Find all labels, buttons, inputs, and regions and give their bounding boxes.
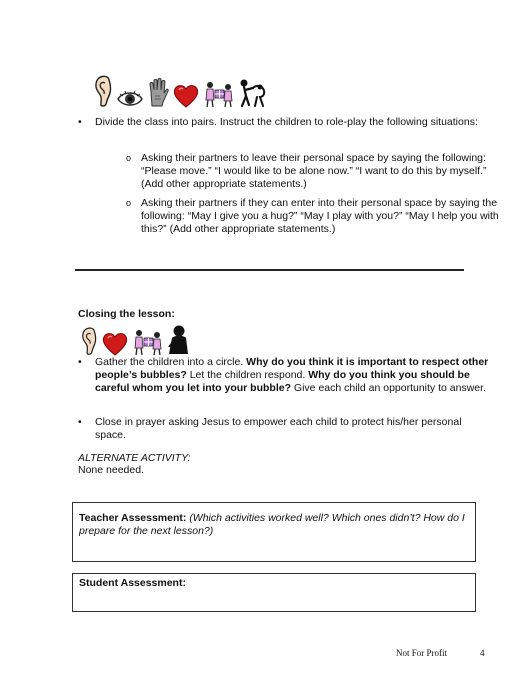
sub-bullet-marker: o [126, 153, 132, 163]
teacher-assessment-box [72, 502, 476, 562]
bullet-marker: • [78, 116, 82, 128]
sub-bullet-marker: o [126, 198, 132, 208]
role-play-instruction: Divide the class into pairs. Instruct the children to role-play the following situations: [95, 116, 478, 128]
bullet-marker: • [78, 416, 82, 428]
prayer-text: Close in prayer asking Jesus to empower each child to protect his/her personal space. [95, 416, 462, 441]
footer-text: Not For Profit [396, 648, 448, 658]
alternate-activity-heading: ALTERNATE ACTIVITY: [78, 452, 191, 464]
gift-giving-icon [132, 328, 162, 356]
activity-icons-strip [93, 68, 267, 108]
section-divider [75, 269, 464, 271]
respect-bubbles-question: Why do you think it is important to respect other people’s bubbles? [95, 356, 489, 381]
page-number: 4 [480, 648, 485, 658]
bullet-marker: • [78, 356, 82, 368]
sub-item-text: Asking their partners if they can enter into their personal space by saying the following: “May I give you a hug?” “May I play with you?” “May I help you with this?” (Add other appropriate statements.) [141, 197, 499, 235]
eye-icon [117, 90, 143, 108]
teacher-assessment-label: Teacher Assessment: [79, 512, 187, 524]
student-assessment-box [72, 573, 476, 612]
ear-icon [93, 74, 113, 108]
gather-text [95, 356, 495, 395]
praying-child-icon [166, 324, 190, 356]
heart-icon [173, 84, 199, 108]
student-assessment-label: Student Assessment: [79, 577, 186, 589]
heart-icon [102, 332, 128, 356]
sub-item-text: Asking their partners to leave their personal space by saying the following: “Please move.” “I would like to be alone now.” “I want to do this by myself.” (Add other appropriate statements.) [141, 152, 487, 190]
teacher-assessment-prompt: (Which activities worked well? Which ones didn’t? How do I prepare for the next lesson?) [79, 512, 465, 537]
closing-icons-strip [80, 320, 190, 356]
careful-bubble-question: Why do you think you should be careful whom you let into your bubble? [95, 369, 470, 394]
alternate-activity-text: None needed. [78, 464, 144, 476]
gather-text-part1: Gather the children into a circle. [95, 356, 247, 368]
gather-text-part3: Give each child an opportunity to answer. [291, 382, 486, 394]
ear-icon [80, 326, 98, 356]
child-with-dog-icon [237, 78, 267, 108]
closing-heading: Closing the lesson: [78, 308, 175, 320]
hand-icon [147, 78, 169, 108]
gift-giving-icon [203, 80, 233, 108]
gather-text-part2: Let the children respond. [186, 369, 309, 381]
